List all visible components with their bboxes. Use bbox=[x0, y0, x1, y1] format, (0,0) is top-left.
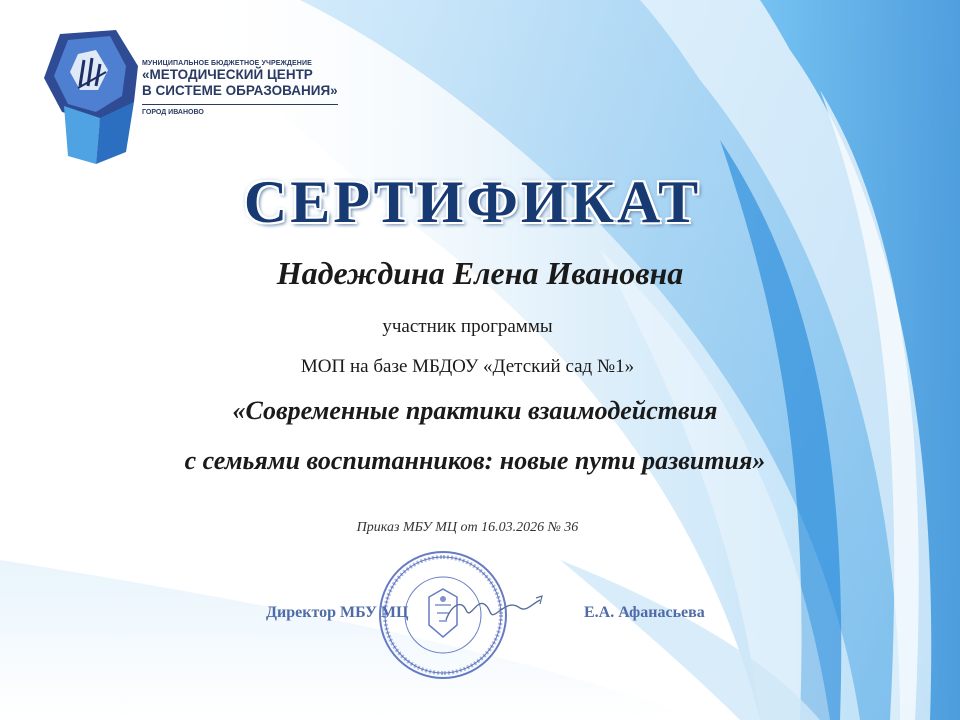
program-venue: МОП на базе МБДОУ «Детский сад №1» bbox=[300, 356, 635, 377]
handwritten-signature bbox=[440, 590, 560, 630]
methodical-center-emblem-icon bbox=[38, 26, 148, 166]
org-name-line1: МУНИЦИПАЛЬНОЕ БЮДЖЕТНОЕ УЧРЕЖДЕНИЕ bbox=[142, 60, 312, 67]
program-title-line2: с семьями воспитанников: новые пути развития» bbox=[184, 446, 766, 475]
director-name: Е.А. Афанасьева bbox=[584, 604, 705, 621]
organization-logo bbox=[38, 26, 348, 166]
order-reference: Приказ МБУ МЦ от 16.03.2026 № 36 bbox=[356, 520, 579, 535]
recipient-name: Надеждина Елена Ивановна bbox=[276, 255, 684, 291]
org-city: ГОРОД ИВАНОВО bbox=[142, 109, 204, 116]
recipient-role: участник программы bbox=[382, 316, 553, 337]
org-divider bbox=[142, 104, 338, 105]
director-position: Директор МБУ МЦ bbox=[266, 604, 409, 621]
program-title-line1: «Современные практики взаимодействия bbox=[232, 396, 718, 425]
org-name-line3: В СИСТЕМЕ ОБРАЗОВАНИЯ» bbox=[142, 83, 338, 98]
org-name-line2: «МЕТОДИЧЕСКИЙ ЦЕНТР bbox=[142, 67, 313, 82]
certificate-title: СЕРТИФИКАТ bbox=[243, 169, 702, 235]
